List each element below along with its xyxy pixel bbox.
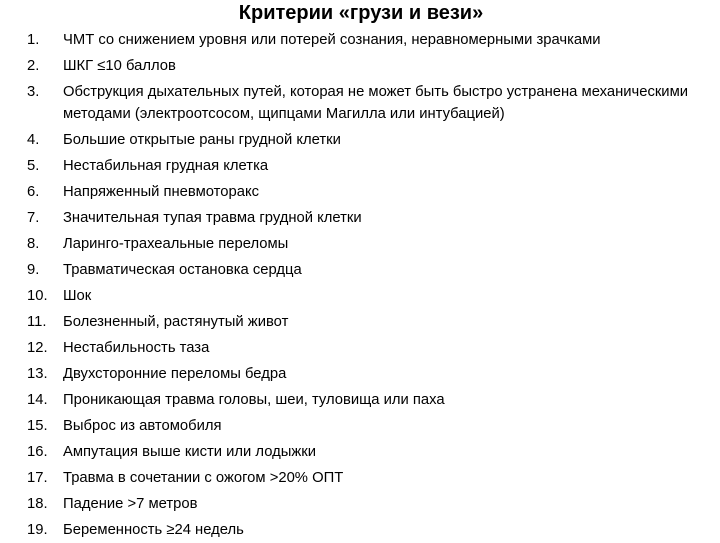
item-text: Напряженный пневмоторакс (63, 184, 260, 200)
list-item (27, 387, 707, 413)
list-item (27, 153, 707, 179)
list-item (27, 127, 707, 153)
item-text: Болезненный, растянутый живот (63, 314, 289, 330)
item-number: 6. (27, 184, 40, 200)
list-item (27, 491, 707, 517)
item-text: Ларинго-трахеальные переломы (63, 236, 289, 252)
list-item (27, 231, 707, 257)
list-item (27, 79, 707, 127)
item-text: Нестабильная грудная клетка (63, 158, 269, 174)
item-number: 11. (27, 314, 47, 330)
item-text: Ампутация выше кисти или лодыжки (63, 444, 317, 460)
list-item (27, 283, 707, 309)
item-number: 7. (27, 210, 40, 226)
item-number: 15. (27, 418, 48, 434)
item-text: Травма в сочетании с ожогом >20% ОПТ (63, 470, 344, 486)
item-number: 3. (27, 84, 40, 100)
item-number: 9. (27, 262, 40, 278)
list-item (27, 257, 707, 283)
item-number: 16. (27, 444, 48, 460)
list-item (27, 27, 707, 53)
item-number: 10. (27, 288, 48, 304)
item-number: 4. (27, 132, 40, 148)
slide-title: Критерии «грузи и вези» (238, 2, 484, 24)
item-text: ШКГ ≤10 баллов (63, 58, 176, 74)
list-item (27, 335, 707, 361)
item-text: Травматическая остановка сердца (63, 262, 302, 278)
item-number: 14. (27, 392, 48, 408)
item-text: Нестабильность таза (63, 340, 210, 356)
item-number: 17. (27, 470, 48, 486)
item-number: 19. (27, 522, 48, 538)
item-text: Выброс из автомобиля (63, 418, 222, 434)
item-text: Двухсторонние переломы бедра (63, 366, 287, 382)
item-number: 5. (27, 158, 40, 174)
list-item (27, 53, 707, 79)
list-item (27, 179, 707, 205)
item-number: 12. (27, 340, 48, 356)
item-text: Шок (63, 288, 92, 304)
item-text: ЧМТ со снижением уровня или потерей сознания, неравномерными зрачками (63, 32, 601, 48)
item-number: 2. (27, 58, 40, 74)
criteria-list (27, 27, 707, 543)
list-item (27, 439, 707, 465)
list-item (27, 413, 707, 439)
item-text: Беременность ≥24 недель (63, 522, 244, 538)
item-text: Значительная тупая травма грудной клетки (63, 210, 362, 226)
item-number: 1. (27, 32, 40, 48)
list-item (27, 309, 707, 335)
list-item (27, 205, 707, 231)
list-item (27, 361, 707, 387)
item-text: Проникающая травма головы, шеи, туловища или паха (63, 392, 445, 408)
list-item (27, 465, 707, 491)
item-text: Большие открытые раны грудной клетки (63, 132, 341, 148)
item-text: Обструкция дыхательных путей, которая не может быть быстро устранена механическими методами (электроотсосом, щипцами Магилла или интубацией) (63, 84, 689, 122)
list-item (27, 517, 707, 543)
item-number: 8. (27, 236, 40, 252)
item-number: 13. (27, 366, 48, 382)
item-number: 18. (27, 496, 48, 512)
item-text: Падение >7 метров (63, 496, 198, 512)
